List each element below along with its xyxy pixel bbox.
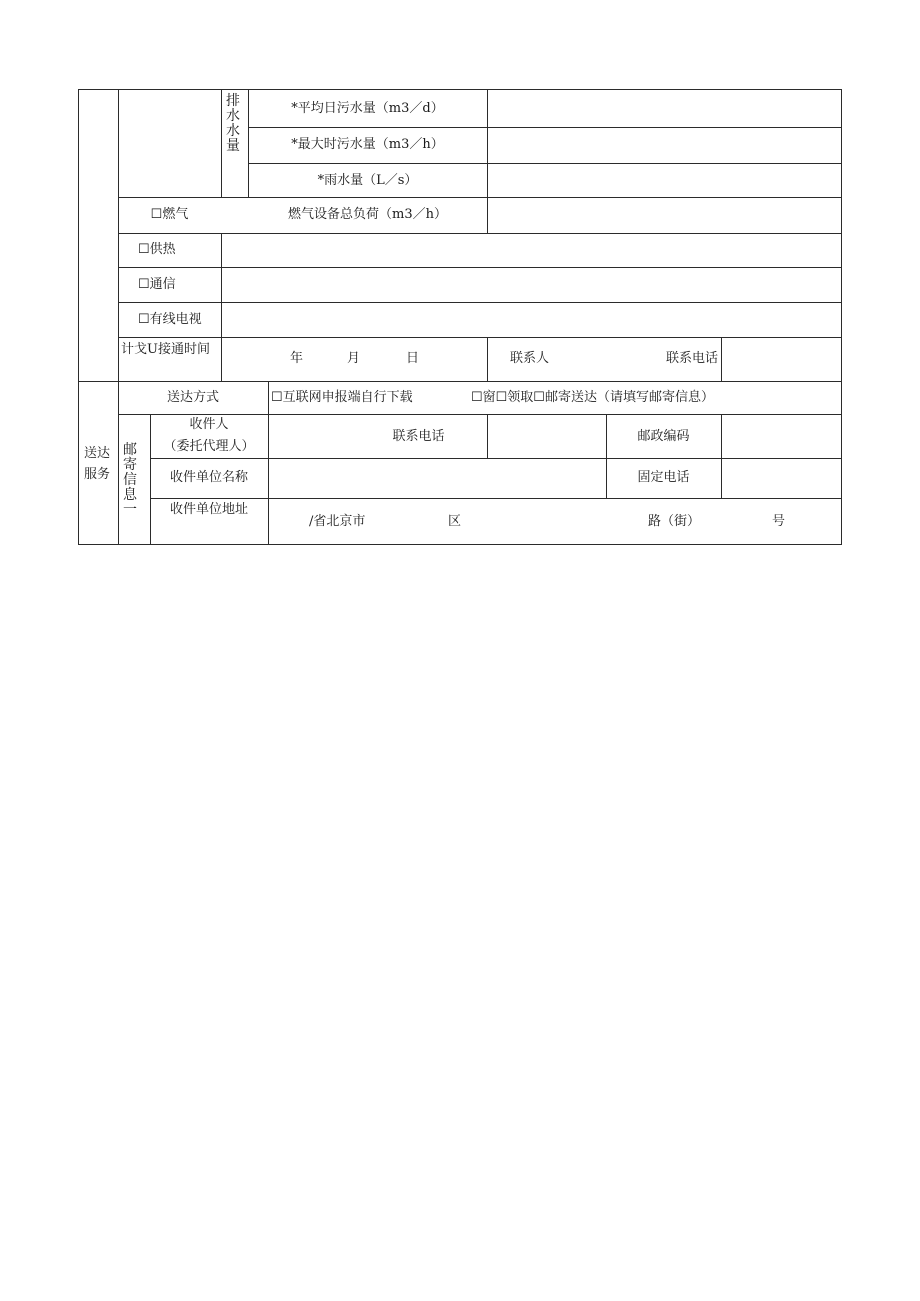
recipient-agent-label: （委托代理人）: [163, 439, 255, 454]
max-hourly-sewage-label: *最大时污水量（m3／h）: [291, 137, 444, 152]
table-border-bottom: [78, 544, 842, 545]
col-divider: [487, 337, 488, 382]
gas-load-label: 燃气设备总负荷（m3／h）: [288, 207, 447, 222]
row-divider: [118, 267, 842, 268]
postcode-label: 邮政编码: [637, 429, 690, 444]
gas-checkbox-label[interactable]: ☐燃气: [150, 207, 189, 222]
row-divider: [248, 127, 842, 128]
row-divider: [118, 302, 842, 303]
province-city-label: /省北京市: [309, 514, 366, 529]
col-divider: [268, 381, 269, 545]
row-divider: [150, 458, 842, 459]
row-divider: [118, 337, 842, 338]
recipient-phone-label: 联系电话: [392, 429, 445, 444]
col-divider: [221, 233, 222, 382]
col-divider: [487, 414, 488, 458]
table-border-top: [78, 89, 842, 90]
col-divider: [721, 414, 722, 499]
window-mail-option[interactable]: ☐窗☐领取☐邮寄送达（请填写邮寄信息）: [471, 390, 714, 405]
cable-tv-checkbox-label[interactable]: ☐有线电视: [138, 312, 202, 327]
internet-download-option[interactable]: ☐互联网申报端自行下载: [271, 390, 413, 405]
row-divider: [118, 197, 842, 198]
month-label: 月: [347, 351, 361, 366]
delivery-method-label: 送达方式: [166, 390, 219, 405]
section-divider: [78, 381, 842, 382]
row-divider: [248, 163, 842, 164]
col-divider: [118, 89, 119, 545]
year-label: 年: [290, 351, 304, 366]
road-street-label: 路（街）: [648, 514, 701, 529]
delivery-service-label: 送达服务: [83, 446, 110, 482]
mail-info-label: 邮寄信息一: [123, 442, 137, 518]
avg-daily-sewage-label: *平均日污水量（m3／d）: [291, 101, 444, 116]
telecom-checkbox-label[interactable]: ☐通信: [138, 277, 176, 292]
district-label: 区: [448, 514, 462, 529]
col-divider: [721, 337, 722, 382]
row-divider: [150, 498, 842, 499]
fixed-phone-label: 固定电话: [637, 470, 690, 485]
table-border-right: [841, 89, 842, 545]
rainwater-label: *雨水量（L／s）: [317, 173, 418, 188]
house-number-label: 号: [772, 514, 786, 529]
day-label: 日: [406, 351, 420, 366]
unit-name-label: 收件单位名称: [169, 470, 248, 485]
connection-time-label: 计戈U接通时间: [121, 342, 210, 357]
col-divider: [221, 89, 222, 198]
contact-person-label: 联系人: [510, 351, 550, 366]
heating-checkbox-label[interactable]: ☐供热: [138, 242, 176, 257]
contact-phone-label: 联系电话: [666, 351, 719, 366]
col-divider: [487, 89, 488, 233]
row-divider: [118, 233, 842, 234]
drainage-label: 排水水量: [226, 93, 240, 154]
unit-address-label: 收件单位地址: [169, 502, 248, 517]
row-divider: [118, 414, 842, 415]
recipient-label: 收件人: [189, 417, 229, 432]
